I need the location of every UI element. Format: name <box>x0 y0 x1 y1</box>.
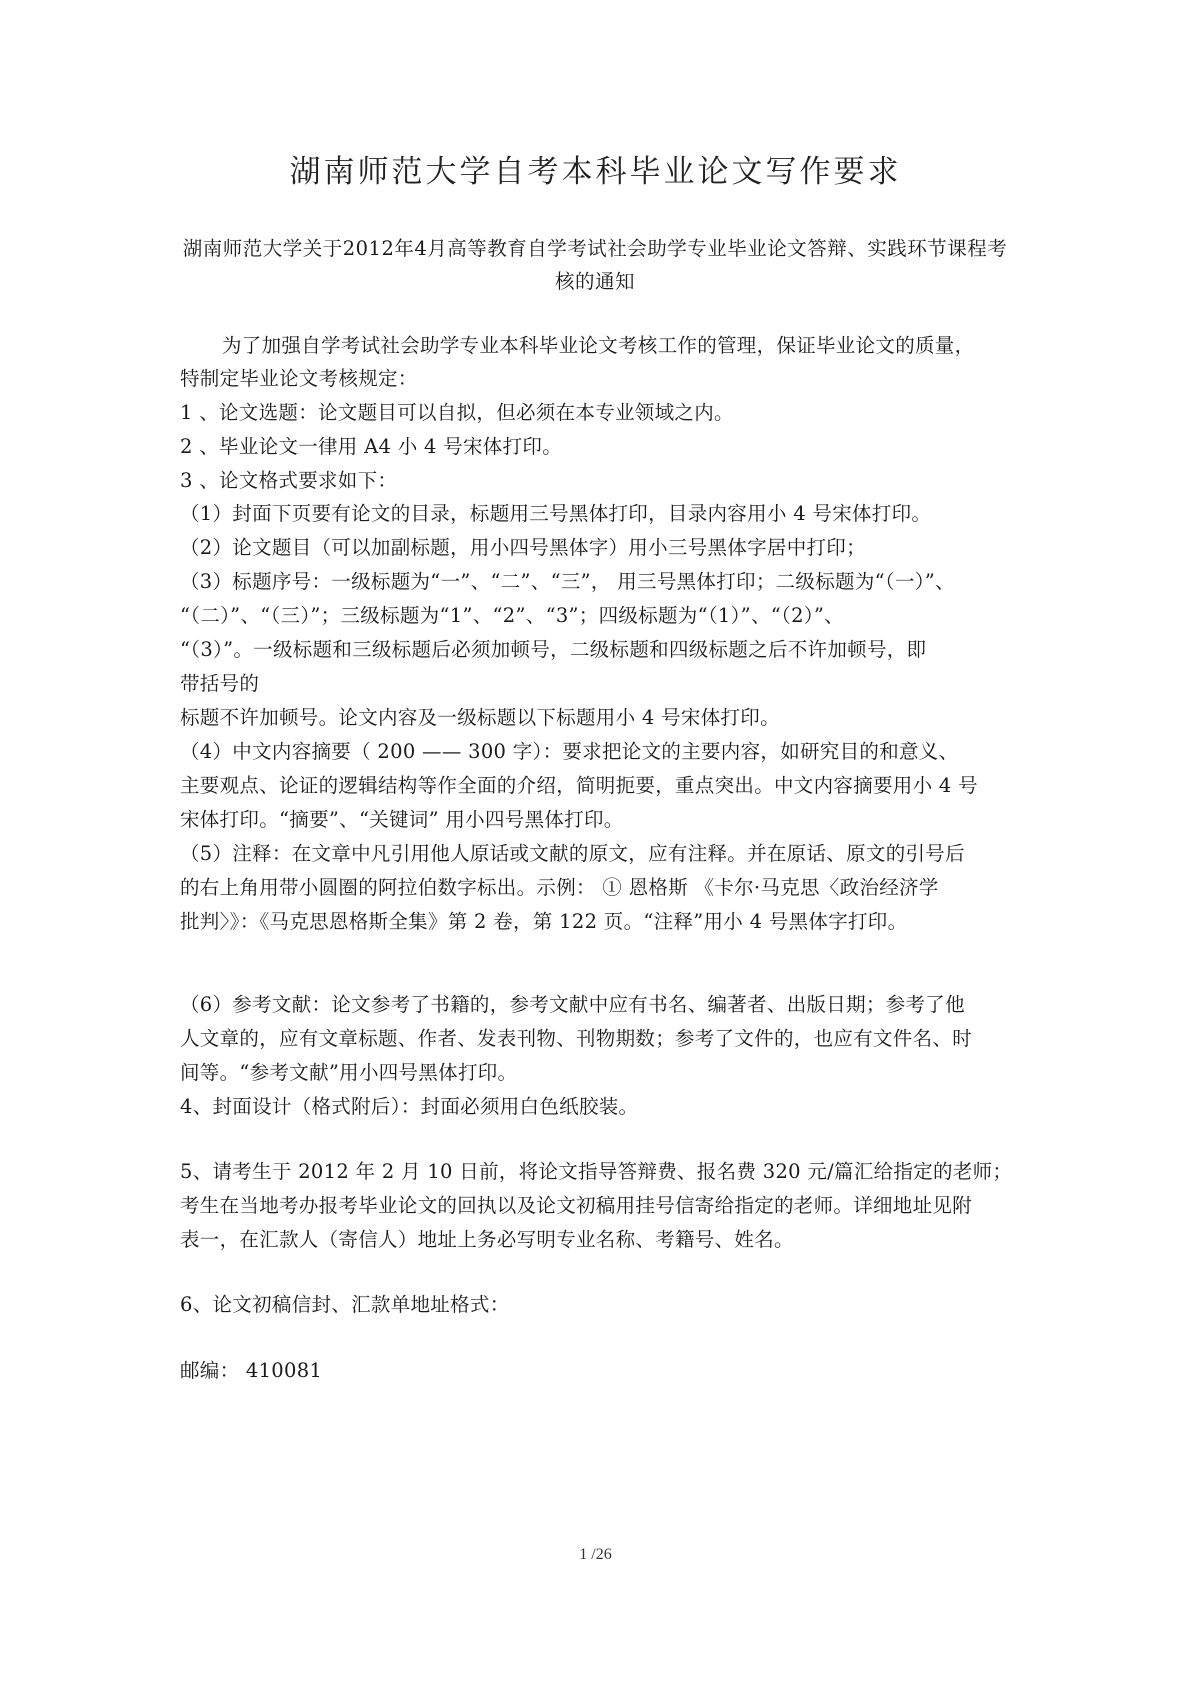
paragraph-line: （6）参考文献：论文参考了书籍的，参考文献中应有书名、编著者、出版日期；参考了他 <box>180 993 965 1016</box>
paragraph-line: 批判〉》：《马克思恩格斯全集》第 2 卷，第 122 页。“注释”用小 4 号黑体字打印。 <box>180 910 908 933</box>
paragraph-line: 4、封面设计（格式附后）：封面必须用白色纸胶装。 <box>180 1095 639 1118</box>
paragraph-line: 特制定毕业论文考核规定： <box>180 367 418 390</box>
paragraph-line: 标题不许加顿号。论文内容及一级标题以下标题用小 4 号宋体打印。 <box>180 706 780 729</box>
paragraph-line: （2）论文题目（可以加副标题，用小四号黑体字）用小三号黑体字居中打印； <box>180 536 866 559</box>
paragraph-line: （5）注释：在文章中凡引用他人原话或文献的原文，应有注释。并在原话、原文的引号后 <box>180 842 965 865</box>
page-number: 1 /26 <box>579 1546 612 1563</box>
paragraph-line: 3 、论文格式要求如下： <box>180 469 398 492</box>
paragraph-line: （1）封面下页要有论文的目录，标题用三号黑体打印，目录内容用小 4 号宋体打印。 <box>180 502 932 525</box>
paragraph-line: 主要观点、论证的逻辑结构等作全面的介绍，简明扼要，重点突出。中文内容摘要用小 4 号 <box>180 774 978 797</box>
paragraph-line: 人文章的，应有文章标题、作者、发表刊物、刊物期数；参考了文件的，也应有文件名、时 <box>180 1027 973 1050</box>
paragraph-line: （3）标题序号：一级标题为“一”、“二”、“三”， 用三号黑体打印；二级标题为“（一）”、 <box>180 570 955 593</box>
paragraph-line: 带括号的 <box>180 672 260 695</box>
paragraph-line: （4）中文内容摘要（ 200 —— 300 字）：要求把论文的主要内容，如研究目的和意义、 <box>180 740 959 763</box>
paragraph-line: 6、论文初稿信封、汇款单地址格式： <box>180 1293 510 1316</box>
paragraph-line: “（二）”、“（三）”；三级标题为“1”、“2”、“3”；四级标题为“（1）”、“（2）”、 <box>180 604 844 627</box>
paragraph-line: 5、请考生于 2012 年 2 月 10 日前，将论文指导答辩费、报名费 320 元/篇汇给指定的老师； <box>180 1160 1013 1183</box>
paragraph-line: 考生在当地考办报考毕业论文的回执以及论文初稿用挂号信寄给指定的老师。详细地址见附 <box>180 1194 973 1217</box>
paragraph-line: 的右上角用带小圆圈的阿拉伯数字标出。示例： ① 恩格斯 《卡尔·马克思〈政治经济学 <box>180 876 939 899</box>
paragraph-line: “（3）”。一级标题和三级标题后必须加顿号，二级标题和四级标题之后不许加顿号，即 <box>180 638 927 661</box>
paragraph-line: 2 、毕业论文一律用 A4 小 4 号宋体打印。 <box>180 435 562 458</box>
paragraph-line: 为了加强自学考试社会助学专业本科毕业论文考核工作的管理，保证毕业论文的质量， <box>222 334 975 357</box>
paragraph-line: 1 、论文选题：论文题目可以自拟，但必须在本专业领域之内。 <box>180 401 734 424</box>
document-title: 湖南师范大学自考本科毕业论文写作要求 <box>289 154 902 190</box>
paragraph-line: 宋体打印。“摘要”、“关键词” 用小四号黑体打印。 <box>180 808 624 831</box>
postal-code-line: 邮编： 410081 <box>180 1359 323 1382</box>
paragraph-line: 间等。“参考文献”用小四号黑体打印。 <box>180 1061 518 1084</box>
paragraph-line: 表一，在汇款人（寄信人）地址上务必写明专业名称、考籍号、姓名。 <box>180 1228 794 1251</box>
notice-subtitle: 湖南师范大学关于2012年4月高等教育自学考试社会助学专业毕业论文答辩、实践环节课程考核的通知 <box>182 237 1008 293</box>
